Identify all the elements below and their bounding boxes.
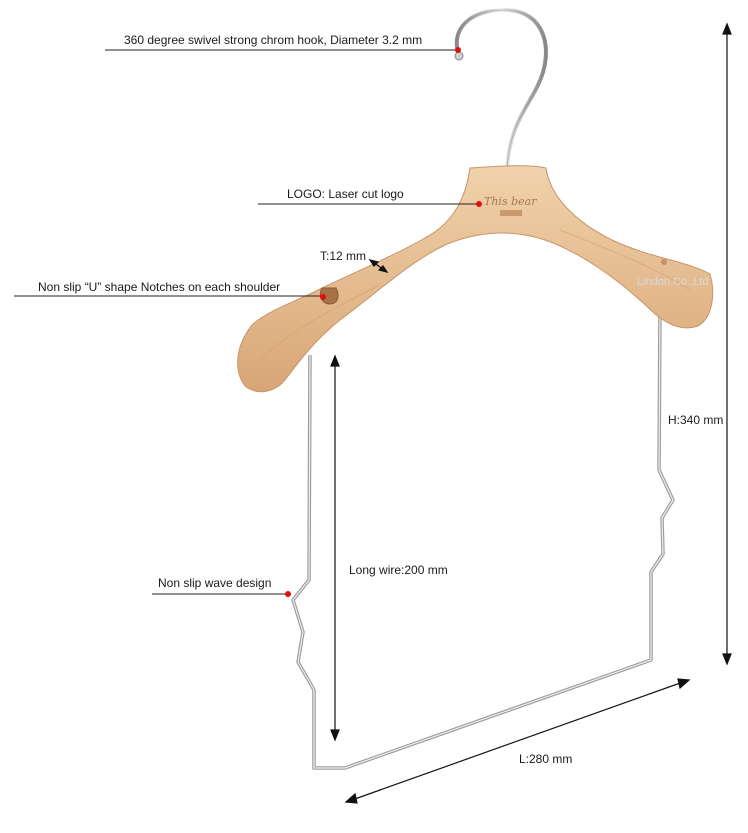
engraved-logo: This bear — [484, 195, 537, 208]
thickness-label: T:12 mm — [320, 249, 367, 263]
length-label: L:280 mm — [519, 752, 573, 766]
notches-label: Non slip “U” shape Notches on each shoulder — [38, 280, 281, 294]
logo-label: LOGO: Laser cut logo — [287, 187, 404, 201]
height-label: H:340 mm — [668, 413, 724, 427]
hook-label: 360 degree swivel strong chrom hook, Diameter 3.2 mm — [124, 33, 423, 47]
leader-lines — [14, 50, 478, 594]
wave-label: Non slip wave design — [158, 576, 272, 590]
long-wire-label: Long wire:200 mm — [349, 563, 448, 577]
watermark: Lindon Co.,Ltd — [637, 276, 709, 288]
hook — [457, 10, 546, 168]
wire-frame — [293, 310, 673, 768]
